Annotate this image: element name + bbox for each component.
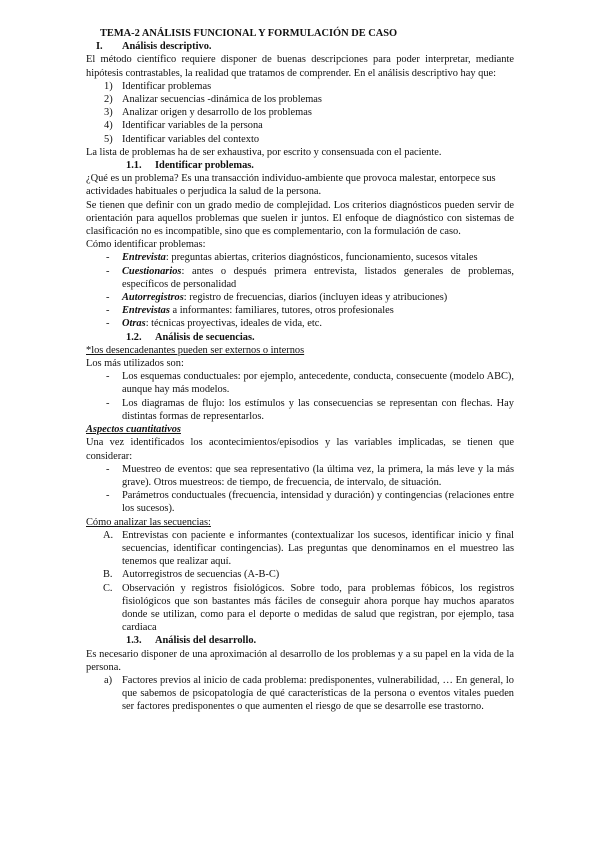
list-marker: A.: [103, 529, 114, 541]
list-item: [86, 133, 514, 146]
dash-marker: -: [106, 490, 110, 502]
list-item-text: Parámetros conductuales (frecuencia, intensidad y duración) y contingencias (relaciones entre los sucesos).: [122, 490, 514, 515]
complexity-paragraph: Se tienen que definir con un grado medio de complejidad. Los criterios diagnósticos pueden servir de orientación para aquellos problemas que suelen ir juntos. El enfoque de diagnóstico con sistemas de clasificación no es incompatible, sino que es complementario, con la formulación de caso.: [86, 199, 514, 238]
development-paragraph: Es necesario disponer de una aproximación al desarrollo de los problemas y a su papel en la vida de la persona.: [86, 648, 514, 673]
quantitative-heading: Aspectos cuantitativos: [86, 424, 181, 436]
list-item-text: Entrevistas con paciente e informantes (contextualizar los sucesos, identificar inicio y final secuencias, identificar contingencias). Las preguntas que denominamos en el muestreo las tenemos que realizar aquí.: [122, 529, 514, 568]
list-marker: 2): [104, 94, 113, 106]
section-1-2-title: Análisis de secuencias.: [155, 331, 255, 343]
method-label: Autorregistros: [122, 292, 184, 304]
method-label: Entrevista: [122, 252, 166, 264]
page-title: TEMA-2 ANÁLISIS FUNCIONAL Y FORMULACIÓN DE CASO: [100, 28, 398, 39]
list-item-text: Observación y registros fisiológicos. Sobre todo, para problemas fóbicos, los registros fisiológicos que son bastantes más fáciles de conseguir ahora porque hay muchos aparatos donde se utilizan, como para el deporte o medidas de salud que registran, por ejemplo, tasa cardiaca: [122, 582, 514, 634]
list-item: [86, 317, 514, 330]
list-item-text: Los diagramas de flujo: los estímulos y las consecuencias se representan con flechas. Hay distintas formas de representarlos.: [122, 397, 514, 422]
list-item: [86, 568, 514, 581]
method-text: : preguntas abiertas, criterios diagnósticos, funcionamiento, sucesos vitales: [165, 252, 478, 264]
list-item: [86, 265, 514, 291]
development-list: [86, 674, 514, 714]
list-item: [86, 106, 514, 119]
list-item-text: Identificar variables del contexto: [122, 133, 260, 145]
list-item: [86, 304, 514, 317]
list-item-text: Factores previos al inicio de cada problema: predisponentes, vulnerabilidad, … En general, lo que sabemos de psicopatología de qué características de la persona o eventos vitales pueden ser factores predisponentes o que aumenten el riesgo de que se desarrolle ese trastorno.: [122, 674, 514, 713]
section-1-1-title: Identificar problemas.: [155, 160, 254, 172]
list-item-text: Analizar secuencias -dinámica de los problemas: [122, 94, 322, 106]
list-item: [86, 397, 514, 423]
list-marker: C.: [103, 582, 113, 594]
section-1-3-number: 1.3.: [126, 635, 142, 647]
section-1-title: Análisis descriptivo.: [122, 41, 212, 53]
list-marker: B.: [103, 569, 113, 581]
dash-marker: -: [106, 265, 110, 277]
list-item-text: Autorregistros de secuencias (A-B-C): [122, 569, 280, 581]
steps-list: [86, 80, 514, 146]
method-text: a informantes: familiares, tutores, otros profesionales: [169, 305, 394, 317]
section-1-2-number: 1.2.: [126, 331, 142, 343]
dash-marker: -: [106, 305, 110, 317]
list-item-text: Analizar origen y desarrollo de los problemas: [122, 107, 312, 119]
dash-marker: -: [106, 252, 110, 264]
problem-definition-paragraph: ¿Qué es un problema? Es una transacción individuo-ambiente que provoca malestar, entorpece sus actividades habituales o perjudica la salud de la persona.: [86, 173, 496, 198]
dash-marker: -: [106, 397, 110, 409]
list-item: [86, 251, 514, 264]
quantitative-list: [86, 463, 514, 516]
dash-marker: -: [106, 463, 110, 475]
list-item: [86, 582, 514, 635]
section-1-3-heading: [86, 634, 514, 647]
list-item-text: Los esquemas conductuales: por ejemplo, antecedente, conducta, consecuente (modelo ABC), aunque hay más modelos.: [122, 371, 514, 396]
quantitative-paragraph: Una vez identificados los acontecimientos/episodios y las variables implicadas, se tienen que considerar:: [86, 437, 514, 462]
list-marker: a): [104, 674, 113, 686]
list-item: [86, 93, 514, 106]
list-item: [86, 463, 514, 489]
tools-list: [86, 370, 514, 423]
section-1-number: I.: [96, 41, 103, 53]
dash-marker: -: [106, 292, 110, 304]
list-note: La lista de problemas ha de ser exhaustiva, por escrito y consensuada con el paciente.: [86, 146, 442, 158]
most-used-heading: Los más utilizados son:: [86, 358, 184, 370]
list-item-text: Identificar problemas: [122, 80, 212, 92]
triggers-note: *los desencadenantes pueden ser externos o internos: [86, 344, 305, 356]
list-marker: 3): [104, 107, 113, 119]
list-item: [86, 529, 514, 569]
method-text: : registro de frecuencias, diarios (incluyen ideas y atribuciones): [183, 292, 448, 304]
method-label: Otras: [122, 318, 146, 330]
section-1-1-heading: [86, 159, 514, 172]
dash-marker: -: [106, 371, 110, 383]
method-label: Entrevistas: [122, 305, 170, 317]
list-item-text: Muestreo de eventos: que sea representativo (la última vez, la primera, la más leve y la más grave). Otros muestreos: de tiempo, de frecuencia, de intervalo, de situación.: [122, 463, 514, 488]
list-item: [86, 80, 514, 93]
section-1-2-heading: [86, 331, 514, 344]
method-text: : antes o después primera entrevista, listados generales de problemas, específicos de personalidad: [122, 265, 514, 290]
list-item: [86, 674, 514, 714]
list-marker: 4): [104, 120, 113, 132]
list-marker: 5): [104, 133, 113, 145]
list-marker: 1): [104, 80, 113, 92]
list-item-text: Identificar variables de la persona: [122, 120, 263, 132]
list-item: [86, 291, 514, 304]
method-text: : técnicas proyectivas, ideales de vida, etc.: [145, 318, 322, 330]
section-1-1-number: 1.1.: [126, 160, 142, 172]
methods-list: [86, 251, 514, 330]
list-item: [86, 119, 514, 132]
intro-paragraph: El método científico requiere disponer de buenas descripciones para poder interpretar, mediante hipótesis contrastables, la realidad que tratamos de comprender. En el análisis descriptivo hay que:: [86, 54, 514, 79]
section-1-3-title: Análisis del desarrollo.: [155, 635, 257, 647]
list-item: [86, 370, 514, 396]
how-to-analyze-list: [86, 529, 514, 635]
list-item: [86, 489, 514, 515]
section-1-heading: [86, 40, 514, 53]
method-label: Cuestionarios: [122, 265, 182, 277]
dash-marker: -: [106, 318, 110, 330]
how-to-analyze-heading: Cómo analizar las secuencias:: [86, 516, 211, 528]
identify-heading: Cómo identificar problemas:: [86, 239, 206, 251]
